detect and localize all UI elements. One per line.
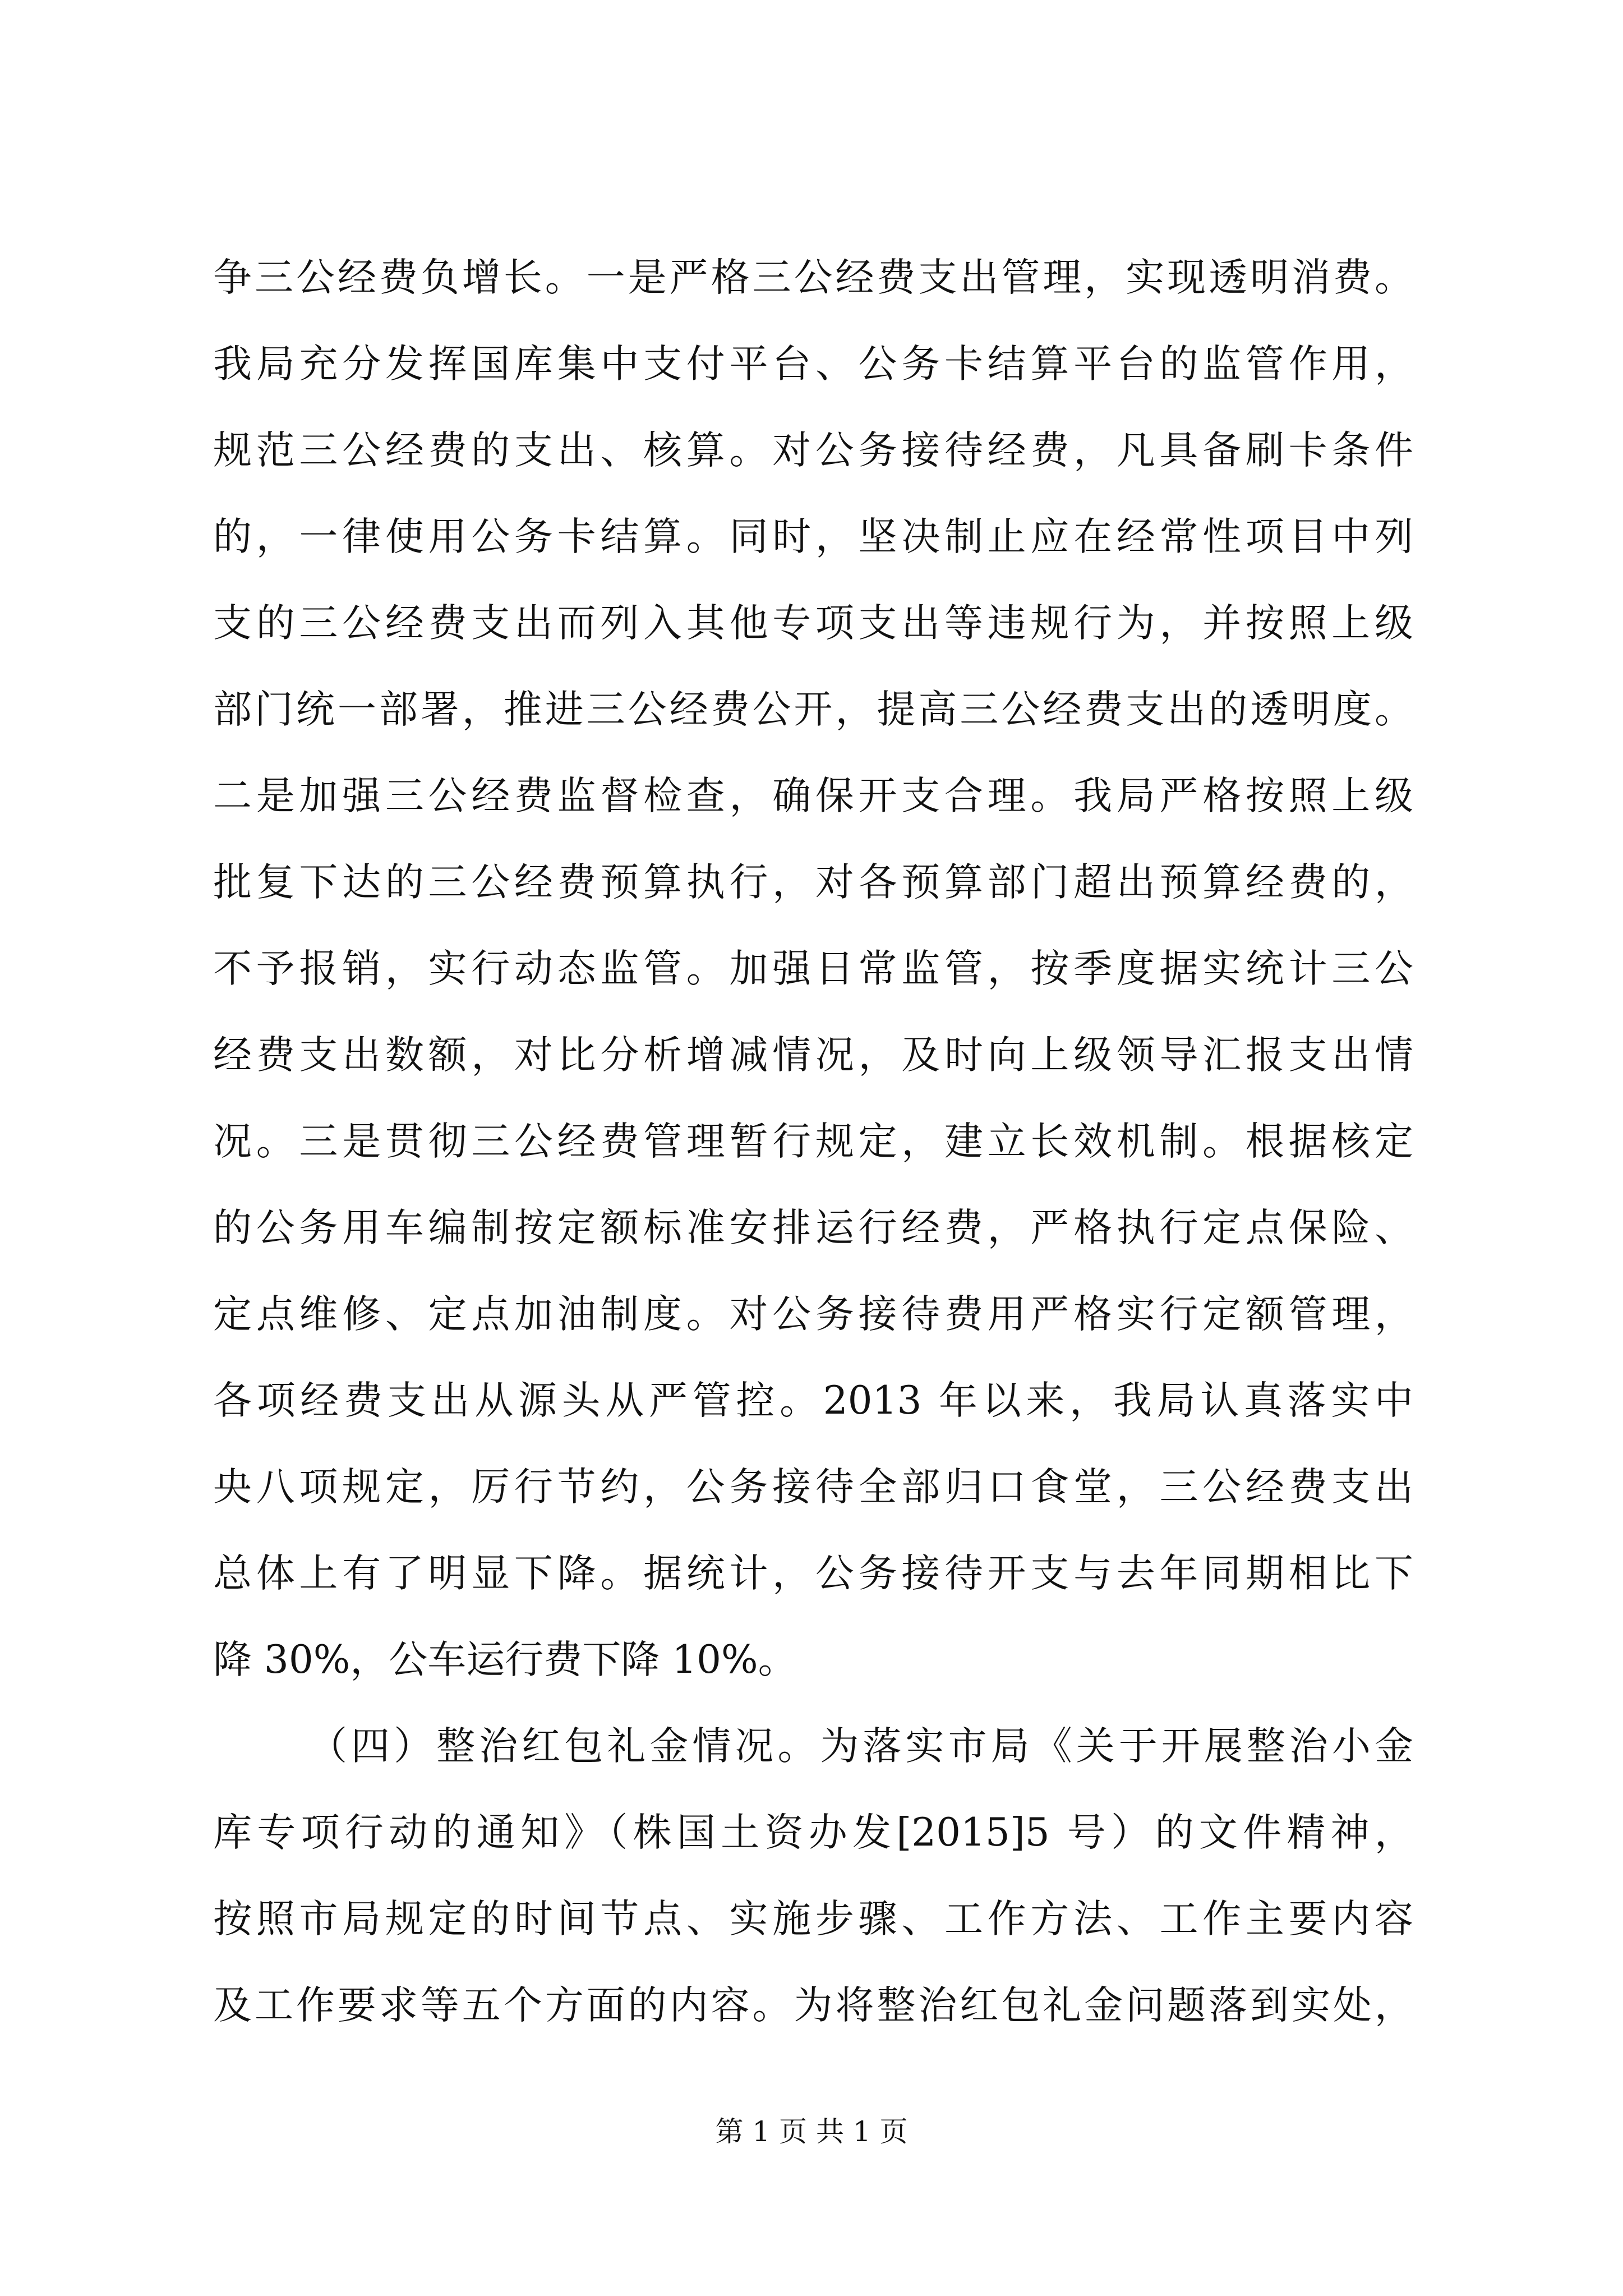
text-line: 按照市局规定的时间节点、实施步骤、工作方法、工作主要内容 xyxy=(213,1897,1413,1941)
text-line: 定点维修、定点加油制度。对公务接待费用严格实行定额管理， xyxy=(213,1292,1413,1337)
text-line: 的，一律使用公务卡结算。同时，坚决制止应在经常性项目中列 xyxy=(213,514,1413,559)
text-line: 二是加强三公经费监督检查，确保开支合理。我局严格按照上级 xyxy=(213,774,1413,818)
text-line: 批复下达的三公经费预算执行，对各预算部门超出预算经费的， xyxy=(213,860,1413,905)
text-line-paragraph-end: 降 30%，公车运行费下降 10%。 xyxy=(213,1637,797,1682)
text-line: 库专项行动的通知》（株国土资办发[2015]5 号）的文件精神， xyxy=(213,1810,1413,1855)
text-line: 总体上有了明显下降。据统计，公务接待开支与去年同期相比下 xyxy=(213,1551,1413,1596)
text-line: 各项经费支出从源头从严管控。2013 年以来，我局认真落实中 xyxy=(213,1378,1413,1423)
body-text xyxy=(213,234,1413,2049)
text-line: 央八项规定，厉行节约，公务接待全部归口食堂，三公经费支出 xyxy=(213,1465,1413,1510)
text-line: 部门统一部署，推进三公经费公开，提高三公经费支出的透明度。 xyxy=(213,687,1413,732)
page-number-label: 第 1 页 共 1 页 xyxy=(715,2115,908,2148)
text-line: 不予报销，实行动态监管。加强日常监管，按季度据实统计三公 xyxy=(213,946,1413,991)
text-line: 我局充分发挥国库集中支付平台、公务卡结算平台的监管作用， xyxy=(213,342,1413,386)
text-line: 况。三是贯彻三公经费管理暂行规定，建立长效机制。根据核定 xyxy=(213,1119,1413,1164)
text-line: 规范三公经费的支出、核算。对公务接待经费，凡具备刷卡条件 xyxy=(213,428,1413,473)
text-line: 争三公经费负增长。一是严格三公经费支出管理，实现透明消费。 xyxy=(213,255,1413,300)
text-line: 支的三公经费支出而列入其他专项支出等违规行为，并按照上级 xyxy=(213,601,1413,646)
text-line: 的公务用车编制按定额标准安排运行经费，严格执行定点保险、 xyxy=(213,1205,1413,1250)
text-line: 及工作要求等五个方面的内容。为将整治红包礼金问题落到实处， xyxy=(213,1983,1413,2028)
text-line: 经费支出数额，对比分析增减情况，及时向上级领导汇报支出情 xyxy=(213,1033,1413,1078)
text-line-section-start: （四）整治红包礼金情况。为落实市局《关于开展整治小金 xyxy=(308,1724,1413,1769)
page-footer xyxy=(0,2115,1623,2148)
